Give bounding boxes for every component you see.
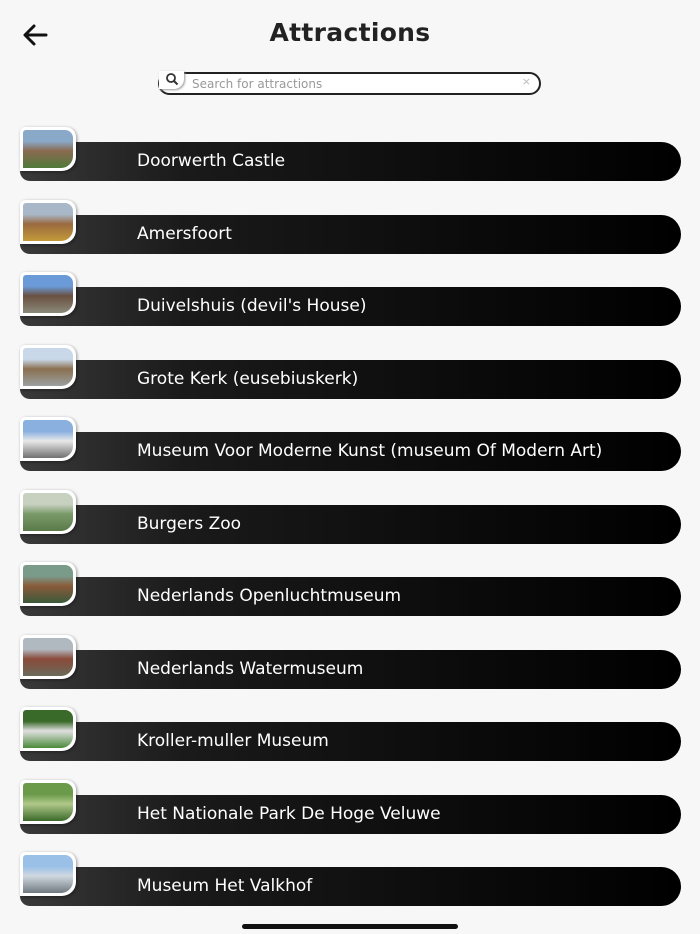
attraction-bar [20,577,681,616]
attraction-bar [20,215,681,254]
page-title: Attractions [269,18,431,47]
attraction-item[interactable] [20,490,681,534]
attraction-item[interactable] [20,707,681,751]
attraction-bar [20,142,681,181]
attraction-bar [20,505,681,544]
attraction-thumbnail [20,707,76,751]
search-bar[interactable] [158,72,541,95]
attraction-bar [20,722,681,761]
attraction-name: Amersfoort [137,223,232,244]
attraction-bar [20,360,681,399]
attraction-bar [20,287,681,326]
attraction-thumbnail [20,417,76,461]
attraction-name: Nederlands Openluchtmuseum [137,586,402,606]
attraction-bar [20,650,681,689]
search-icon [159,71,184,89]
attraction-item[interactable] [20,272,681,316]
attraction-name: Burgers Zoo [137,513,242,534]
attraction-name: Doorwerth Castle [137,151,286,171]
attraction-thumbnail [20,562,76,606]
attraction-thumbnail [20,635,76,679]
search-input[interactable] [192,75,502,92]
clear-search-icon[interactable]: × [521,75,531,88]
attraction-item[interactable] [20,345,681,389]
attraction-thumbnail [20,780,76,824]
attraction-thumbnail [20,272,76,316]
attraction-thumbnail [20,852,76,896]
attraction-name: Museum Het Valkhof [137,876,313,896]
attraction-thumbnail [20,490,76,534]
attraction-bar [20,795,681,834]
attraction-name: Het Nationale Park De Hoge Veluwe [137,803,441,824]
attraction-thumbnail [20,127,76,171]
attraction-name: Duivelshuis (devil's House) [137,296,367,316]
attraction-name: Kroller-muller Museum [137,731,329,751]
attraction-item[interactable] [20,852,681,896]
attraction-item[interactable] [20,417,681,461]
attraction-bar [20,867,681,906]
home-indicator [242,924,458,929]
attraction-bar [20,432,681,471]
attraction-item[interactable] [20,780,681,824]
attraction-item[interactable] [20,562,681,606]
attraction-name: Museum Voor Moderne Kunst (museum Of Modern Art) [137,441,603,461]
attraction-item[interactable] [20,635,681,679]
attraction-thumbnail [20,200,76,244]
attraction-name: Nederlands Watermuseum [137,658,364,679]
attraction-item[interactable] [20,127,681,171]
attraction-thumbnail [20,345,76,389]
attraction-item[interactable] [20,200,681,244]
attraction-name: Grote Kerk (eusebiuskerk) [137,368,359,389]
